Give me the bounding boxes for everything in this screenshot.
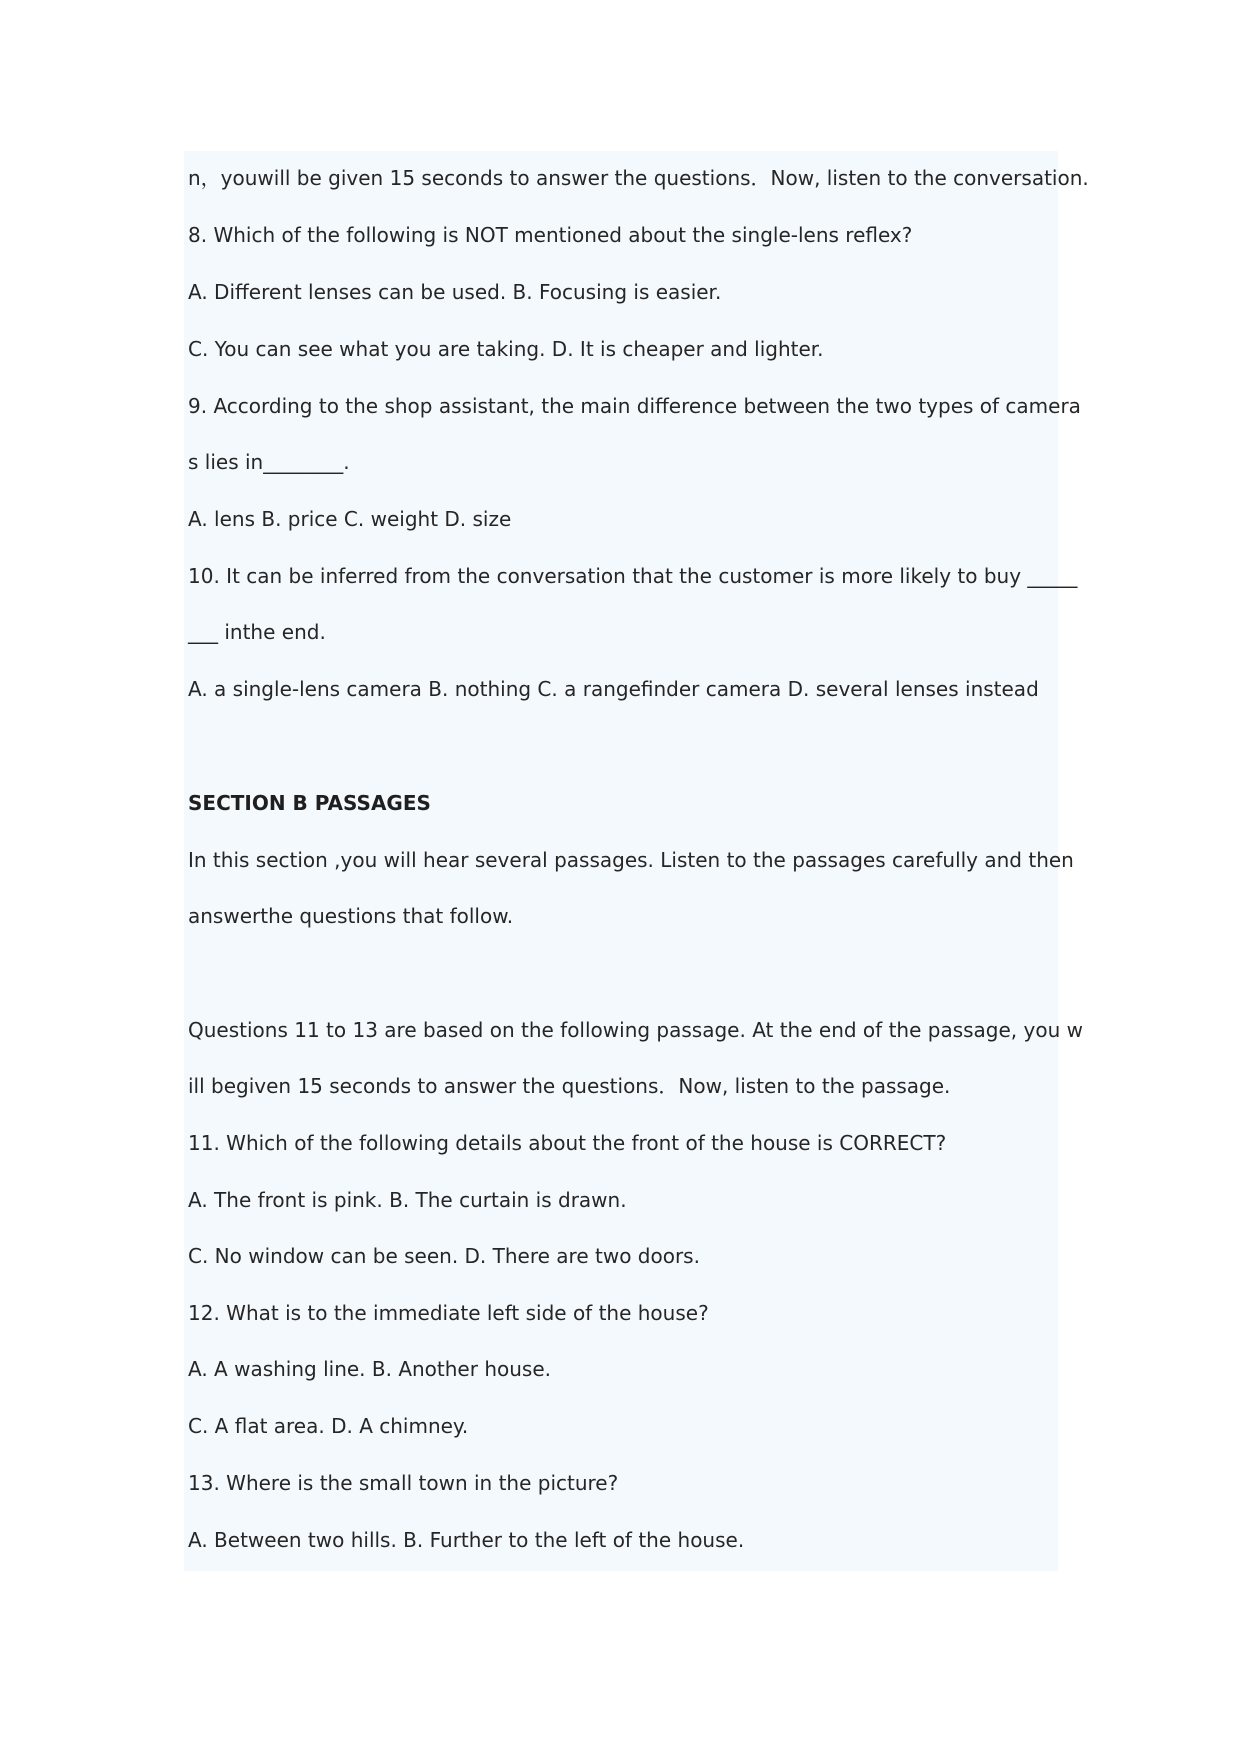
question-9-continued: s lies in________. xyxy=(188,450,350,474)
question-9-options: A. lens B. price C. weight D. size xyxy=(188,507,512,531)
question-8-options-cd: C. You can see what you are taking. D. It is cheaper and lighter. xyxy=(188,337,824,361)
question-13-options-ab: A. Between two hills. B. Further to the left of the house. xyxy=(188,1528,745,1552)
question-10-continued: ___ inthe end. xyxy=(188,620,326,644)
passage-intro: Questions 11 to 13 are based on the following passage. At the end of the passage, you w xyxy=(188,1018,1083,1042)
question-12: 12. What is to the immediate left side of the house? xyxy=(188,1301,709,1325)
section-heading: SECTION B PASSAGES xyxy=(188,791,431,815)
question-13: 13. Where is the small town in the picture? xyxy=(188,1471,619,1495)
section-instructions-continued: answerthe questions that follow. xyxy=(188,904,514,928)
question-11-options-ab: A. The front is pink. B. The curtain is drawn. xyxy=(188,1188,627,1212)
question-8-options-ab: A. Different lenses can be used. B. Focusing is easier. xyxy=(188,280,722,304)
question-11: 11. Which of the following details about the front of the house is CORRECT? xyxy=(188,1131,947,1155)
section-instructions: In this section ,you will hear several passages. Listen to the passages carefully and then xyxy=(188,848,1074,872)
question-12-options-cd: C. A flat area. D. A chimney. xyxy=(188,1414,469,1438)
question-12-options-ab: A. A washing line. B. Another house. xyxy=(188,1357,551,1381)
passage-intro-continued: ill begiven 15 seconds to answer the questions．Now, listen to the passage. xyxy=(188,1074,951,1098)
question-10: 10. It can be inferred from the conversation that the customer is more likely to buy _____ xyxy=(188,564,1078,588)
question-11-options-cd: C. No window can be seen. D. There are two doors. xyxy=(188,1244,700,1268)
text-line: n，youwill be given 15 seconds to answer the questions．Now, listen to the conversation. xyxy=(188,166,1089,190)
question-8: 8. Which of the following is NOT mentioned about the single-lens reflex? xyxy=(188,223,913,247)
question-10-options: A. a single-lens camera B. nothing C. a rangefinder camera D. several lenses instead xyxy=(188,677,1039,701)
question-9: 9. According to the shop assistant, the main difference between the two types of camera xyxy=(188,394,1081,418)
